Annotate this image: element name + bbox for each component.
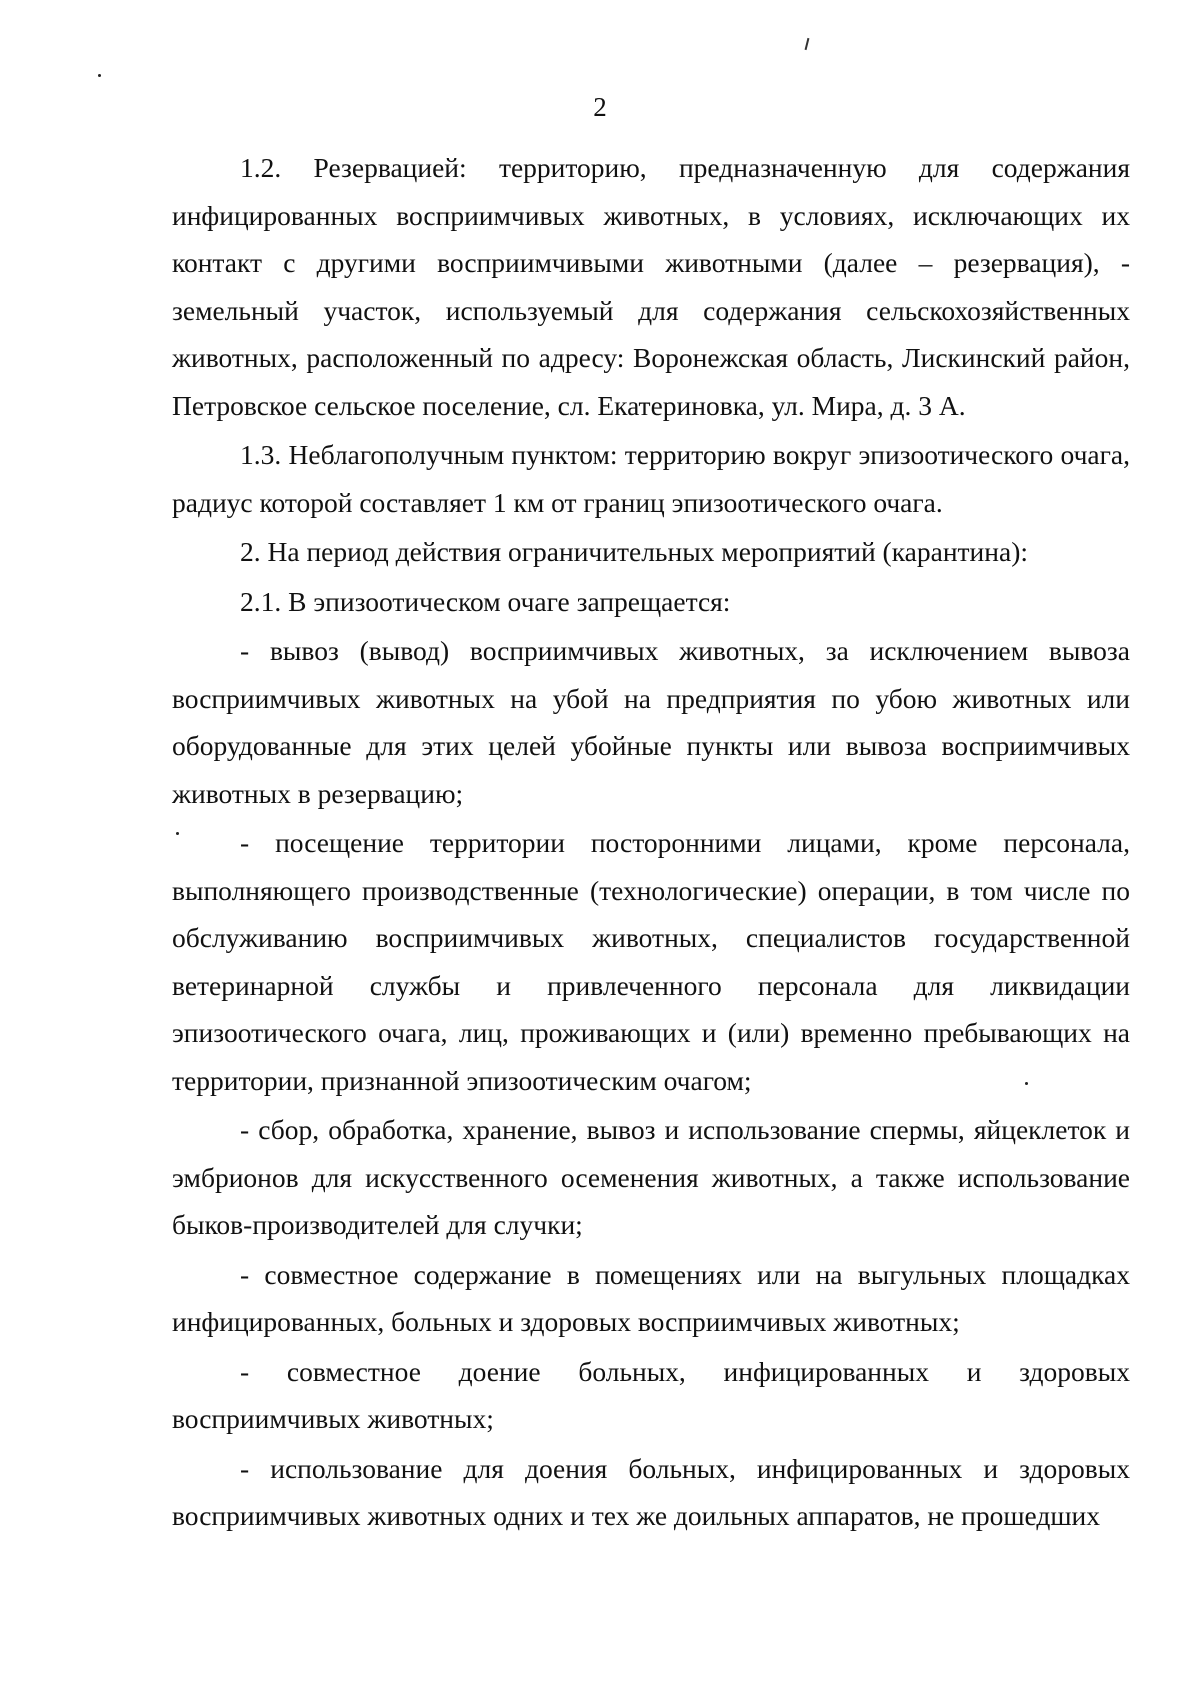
document-body: [172, 144, 1130, 1542]
list-item-milking-equipment: - использование для доения больных, инфицированных и здоровых восприимчивых животных одних и тех же доильных аппаратов, не прошедших: [172, 1452, 1130, 1531]
list-item-joint-milking: - совместное доение больных, инфицированных и здоровых восприимчивых животных;: [172, 1355, 1130, 1434]
page-number: 2: [593, 92, 607, 122]
scan-speck: [98, 74, 101, 77]
list-item-removal-of-animals: - вывоз (вывод) восприимчивых животных, за исключением вывоза восприимчивых животных на убой на предприятия по убою животных или оборудованные для этих целей убойные пункты или вывоза восприимчивых животных в резервацию;: [172, 635, 1130, 809]
list-item-joint-keeping: - совместное содержание в помещениях или на выгульных площадках инфицированных, больных и здоровых восприимчивых животных;: [172, 1258, 1130, 1337]
paragraph-1-2-reservation: 1.2. Резервацией: территорию, предназначенную для содержания инфицированных восприимчивых животных, в условиях, исключающих их контакт с другими восприимчивыми животными (далее – резервация), - земельный участок, используемый для содержания сельскохозяйственных животных, расположенный по адресу: Воронежская область, Лискинский район, Петровское сельское поселение, сл. Екатериновка, ул. Мира, д. 3 А.: [172, 152, 1130, 421]
list-item-visits-by-outsiders: - посещение территории посторонними лицами, кроме персонала, выполняющего производственные (технологические) операции, в том числе по обслуживанию восприимчивых животных, специалистов государственной ветеринарной службы и привлеченного персонала для ликвидации эпизоотического очага, лиц, проживающих и (или) временно пребывающих на территории, признанной эпизоотическим очагом;: [172, 827, 1130, 1096]
paragraph-2-1-prohibited-heading: 2.1. В эпизоотическом очаге запрещается:: [240, 585, 731, 617]
paragraph-2-quarantine-period: 2. На период действия ограничительных мероприятий (карантина):: [240, 536, 1028, 567]
paragraph-1-3-unfavorable-point: 1.3. Неблагополучным пунктом: территорию вокруг эпизоотического очага, радиус которой составляет 1 км от границ эпизоотического очага.: [172, 439, 1130, 518]
scan-mark: [805, 38, 810, 50]
list-item-sperm-and-embryos: - сбор, обработка, хранение, вывоз и использование спермы, яйцеклеток и эмбрионов для искусственного осеменения животных, а также использование быков-производителей для случки;: [172, 1114, 1130, 1240]
